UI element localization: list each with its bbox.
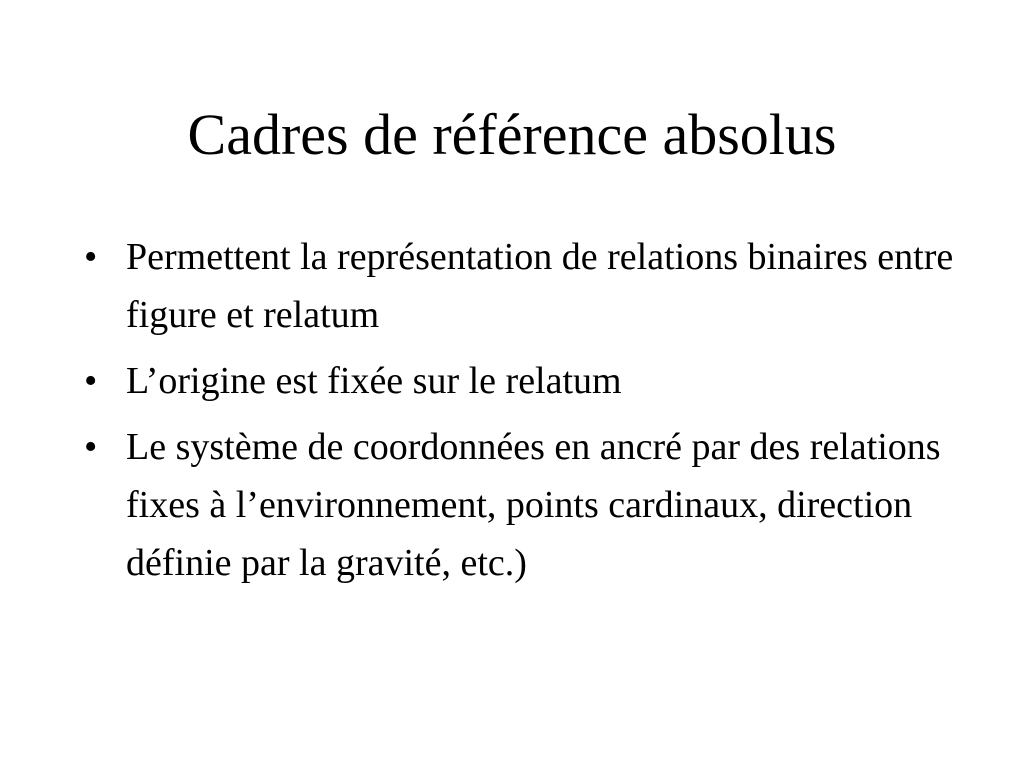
bullet-icon: • (84, 426, 98, 468)
slide-title: Cadres de référence absolus (187, 102, 837, 167)
bullet-text: Le système de coordonnées en ancré par des relations fixes à l’environnement, points cardinaux, direction définie par la gravité, etc.) (126, 426, 941, 584)
bullet-item-2 (84, 352, 964, 410)
bullet-text: L’origine est fixée sur le relatum (126, 360, 622, 402)
bullet-text: Permettent la représentation de relations binaires entre figure et relatum (126, 236, 954, 336)
bullet-list (84, 228, 964, 600)
bullet-item-3 (84, 418, 964, 592)
bullet-icon: • (84, 236, 98, 278)
bullet-icon: • (84, 360, 98, 402)
bullet-item-1 (84, 228, 964, 344)
